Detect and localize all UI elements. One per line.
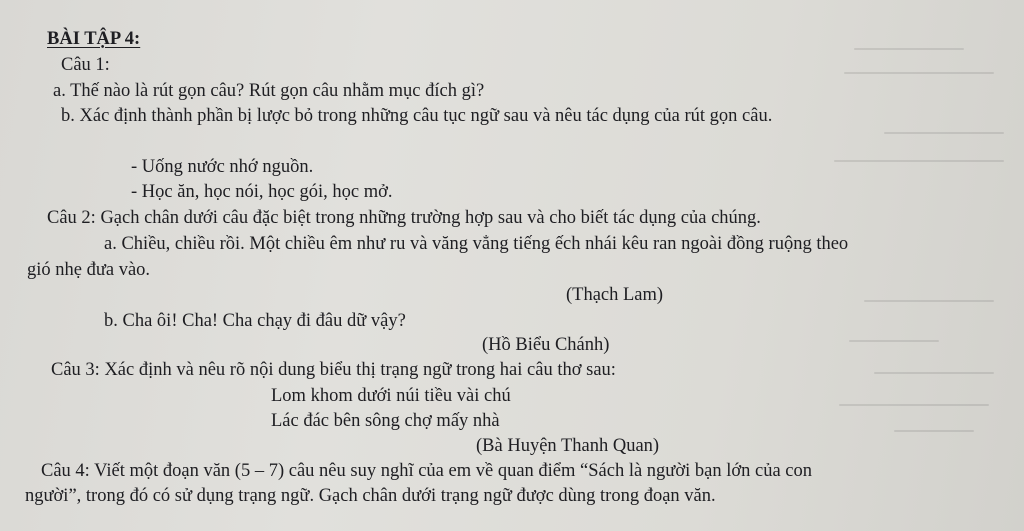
question-1-label: Câu 1: bbox=[61, 55, 110, 75]
question-2b: b. Cha ôi! Cha! Cha chạy đi đâu dữ vậy? bbox=[104, 311, 406, 331]
question-1b: b. Xác định thành phần bị lược bỏ trong những câu tục ngữ sau và nêu tác dụng của rút gọn câu. bbox=[61, 106, 773, 126]
proverb-1: - Uống nước nhớ nguồn. bbox=[131, 157, 314, 177]
verse-2: Lác đác bên sông chợ mấy nhà bbox=[271, 411, 500, 431]
exercise-title: BÀI TẬP 4: bbox=[47, 29, 141, 49]
verse-1: Lom khom dưới núi tiều vài chú bbox=[271, 386, 511, 406]
question-2a-line1: a. Chiều, chiều rồi. Một chiều êm như ru và văng vẳng tiếng ếch nhái kêu ran ngoài đồng ruộng theo bbox=[104, 234, 849, 254]
author-ho-bieu-chanh: (Hồ Biểu Chánh) bbox=[482, 335, 610, 355]
author-ba-huyen-thanh-quan: (Bà Huyện Thanh Quan) bbox=[476, 436, 660, 456]
question-2a-line2: gió nhẹ đưa vào. bbox=[27, 260, 151, 280]
question-4-line2: người”, trong đó có sử dụng trạng ngữ. Gạch chân dưới trạng ngữ được dùng trong đoạn văn. bbox=[25, 486, 716, 506]
question-4-line1: Câu 4: Viết một đoạn văn (5 – 7) câu nêu suy nghĩ của em về quan điểm “Sách là người bạn lớn của con bbox=[41, 461, 813, 481]
bleed-through-texture bbox=[824, 0, 1024, 531]
question-1a: a. Thế nào là rút gọn câu? Rút gọn câu nhằm mục đích gì? bbox=[53, 81, 485, 101]
question-2: Câu 2: Gạch chân dưới câu đặc biệt trong những trường hợp sau và cho biết tác dụng của chúng. bbox=[47, 208, 761, 228]
proverb-2: - Học ăn, học nói, học gói, học mở. bbox=[131, 182, 393, 202]
author-thach-lam: (Thạch Lam) bbox=[566, 285, 664, 305]
question-3: Câu 3: Xác định và nêu rõ nội dung biểu thị trạng ngữ trong hai câu thơ sau: bbox=[51, 360, 616, 380]
